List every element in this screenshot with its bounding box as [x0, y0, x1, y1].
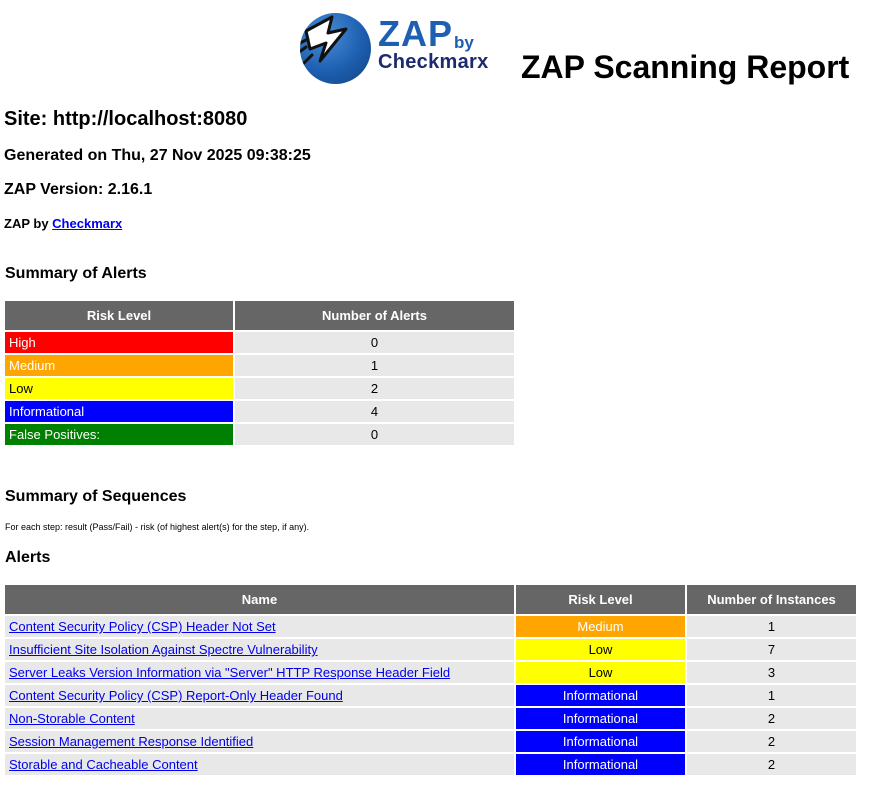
- summary-risk-level: High: [5, 332, 233, 353]
- summary-risk-level: Informational: [5, 401, 233, 422]
- alert-risk-level: Informational: [516, 754, 685, 775]
- alert-name-cell: [5, 662, 514, 683]
- zap-version: ZAP Version: 2.16.1: [4, 181, 153, 198]
- alert-row: [5, 731, 856, 752]
- summary-row-medium: [5, 355, 514, 376]
- alert-row: [5, 662, 856, 683]
- summary-risk-level: Low: [5, 378, 233, 399]
- report-header: [300, 8, 860, 88]
- logo-brand: ZAP: [378, 13, 453, 54]
- summary-alert-count: 0: [235, 332, 514, 353]
- summary-alert-count: 2: [235, 378, 514, 399]
- report-title: ZAP Scanning Report: [521, 49, 850, 85]
- alert-row: [5, 639, 856, 660]
- summary-heading: Summary of Alerts: [5, 265, 147, 282]
- summary-alert-count: 1: [235, 355, 514, 376]
- summary-alert-count: 0: [235, 424, 514, 445]
- alert-instances: 2: [687, 754, 856, 775]
- summary-header-risk: Risk Level: [5, 301, 233, 330]
- alerts-heading: Alerts: [5, 549, 51, 566]
- byline: [4, 216, 122, 231]
- alert-risk-level: Informational: [516, 685, 685, 706]
- summary-risk-level: False Positives:: [5, 424, 233, 445]
- alert-link[interactable]: Session Management Response Identified: [9, 734, 254, 749]
- alert-instances: 7: [687, 639, 856, 660]
- summary-row-low: [5, 378, 514, 399]
- alert-row: [5, 616, 856, 637]
- alert-name-cell: [5, 685, 514, 706]
- alert-link[interactable]: Storable and Cacheable Content: [9, 757, 198, 772]
- alert-risk-level: Informational: [516, 708, 685, 729]
- alerts-header-row: [5, 585, 856, 614]
- byline-prefix: ZAP by: [4, 216, 53, 231]
- alerts-header-name: Name: [5, 585, 514, 614]
- alert-name-cell: [5, 639, 514, 660]
- alerts-header-instances: Number of Instances: [687, 585, 856, 614]
- alerts-table: [3, 583, 858, 777]
- alert-instances: 2: [687, 708, 856, 729]
- alert-risk-level: Informational: [516, 731, 685, 752]
- alert-risk-level: Low: [516, 662, 685, 683]
- alert-name-cell: [5, 754, 514, 775]
- alert-link[interactable]: Content Security Policy (CSP) Report-Only Header Found: [9, 688, 343, 703]
- checkmarx-link[interactable]: Checkmarx: [52, 216, 123, 231]
- alert-link[interactable]: Non-Storable Content: [9, 711, 135, 726]
- summary-row-high: [5, 332, 514, 353]
- sequences-note: For each step: result (Pass/Fail) - risk (of highest alert(s) for the step, if any).: [5, 522, 310, 532]
- alerts-header-risk: Risk Level: [516, 585, 685, 614]
- summary-header-row: [5, 301, 514, 330]
- summary-header-count: Number of Alerts: [235, 301, 514, 330]
- alert-row: [5, 685, 856, 706]
- alert-instances: 2: [687, 731, 856, 752]
- site-heading: Site: http://localhost:8080: [4, 108, 248, 130]
- alert-instances: 3: [687, 662, 856, 683]
- alert-instances: 1: [687, 616, 856, 637]
- alert-link[interactable]: Server Leaks Version Information via "Server" HTTP Response Header Field: [9, 665, 451, 680]
- summary-alert-count: 4: [235, 401, 514, 422]
- generated-date: Generated on Thu, 27 Nov 2025 09:38:25: [4, 147, 311, 164]
- summary-table: [3, 299, 516, 447]
- alert-row: [5, 754, 856, 775]
- alert-name-cell: [5, 731, 514, 752]
- summary-risk-level: Medium: [5, 355, 233, 376]
- zap-logo-icon: [300, 13, 371, 84]
- logo-company: Checkmarx: [378, 51, 489, 73]
- alert-link[interactable]: Insufficient Site Isolation Against Spectre Vulnerability: [9, 642, 318, 657]
- summary-row-false-positives: [5, 424, 514, 445]
- sequences-heading: Summary of Sequences: [5, 488, 187, 505]
- alert-name-cell: [5, 616, 514, 637]
- alert-risk-level: Medium: [516, 616, 685, 637]
- summary-row-informational: [5, 401, 514, 422]
- alert-row: [5, 708, 856, 729]
- alert-instances: 1: [687, 685, 856, 706]
- alert-risk-level: Low: [516, 639, 685, 660]
- alert-name-cell: [5, 708, 514, 729]
- alert-link[interactable]: Content Security Policy (CSP) Header Not Set: [9, 619, 276, 634]
- logo-by: by: [454, 33, 474, 52]
